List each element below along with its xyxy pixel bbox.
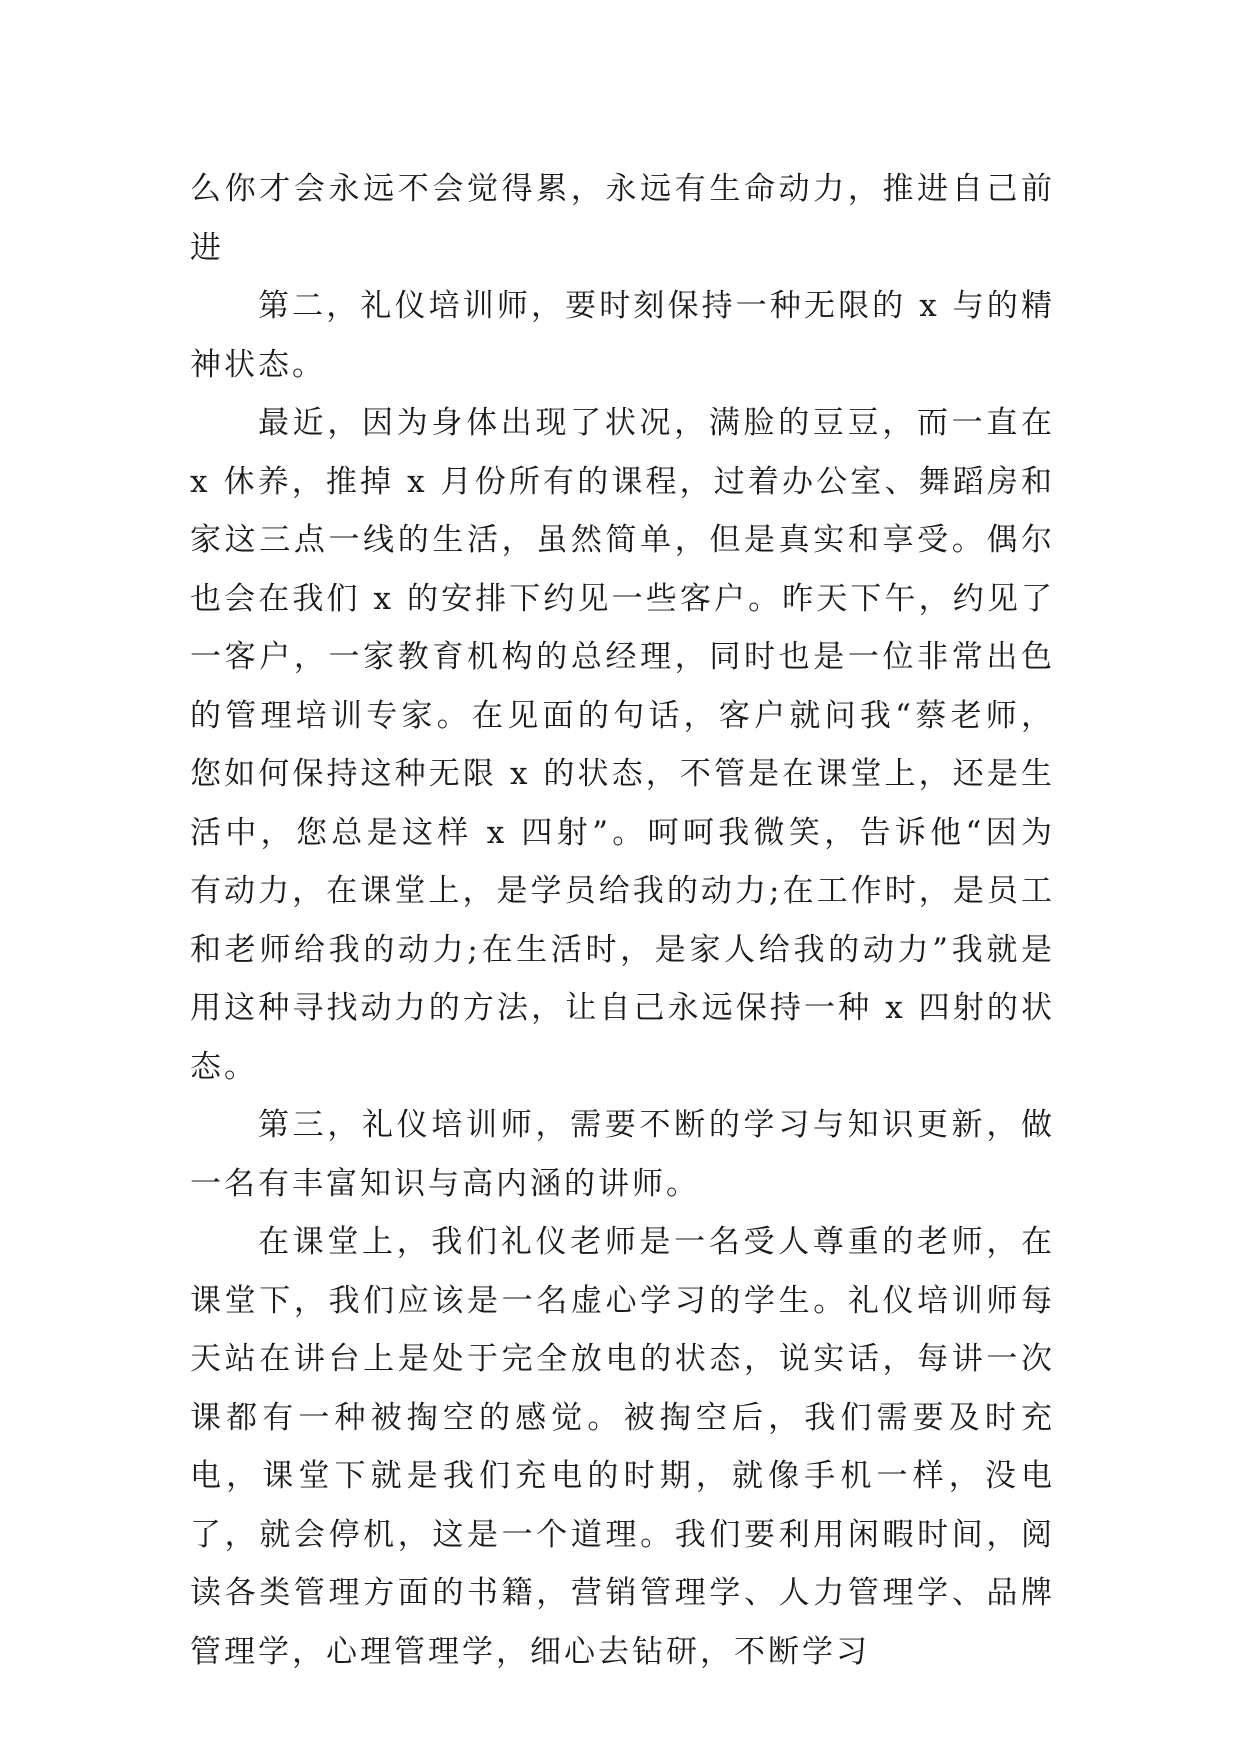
paragraph-learning: 在课堂上，我们礼仪老师是一名受人尊重的老师，在课堂下，我们应该是一名虚心学习的学生。礼仪培训师每天站在讲台上是处于完全放电的状态，说实话，每讲一次课都有一种被掏空的感觉。被掏空后，我们需要及时充电，课堂下就是我们充电的时期，就像手机一样，没电了，就会停机，这是一个道理。我们要利用闲暇时间，阅读各类管理方面的书籍，营销管理学、人力管理学、品牌管理学，心理管理学，细心去钻研，不断学习 bbox=[190, 1224, 1055, 1670]
paragraph-third-point: 第三，礼仪培训师，需要不断的学习与知识更新，做一名有丰富知识与高内涵的讲师。 bbox=[190, 1107, 1055, 1202]
paragraph-continuation: 么你才会永远不会觉得累，永远有生命动力，推进自己前进 bbox=[190, 171, 1055, 266]
paragraph-second-point: 第二，礼仪培训师，要时刻保持一种无限的 x 与的精神状态。 bbox=[190, 288, 1055, 383]
body-text bbox=[190, 160, 1055, 1681]
paragraph-recent-story: 最近，因为身体出现了状况，满脸的豆豆，而一直在 x 休养，推掉 x 月份所有的课程，过着办公室、舞蹈房和家这三点一线的生活，虽然简单，但是真实和享受。偶尔也会在我们 x 的安排下约见一些客户。昨天下午，约见了一客户，一家教育机构的总经理，同时也是一位非常出色的管理培训专家。在见面的句话，客户就问我“蔡老师，您如何保持这种无限 x 的状态，不管是在课堂上，还是生活中，您总是这样 x 四射”。呵呵我微笑，告诉他“因为有动力，在课堂上，是学员给我的动力;在工作时，是员工和老师给我的动力;在生活时，是家人给我的动力”我就是用这种寻找动力的方法，让自己永远保持一种 x 四射的状态。 bbox=[190, 405, 1055, 1085]
